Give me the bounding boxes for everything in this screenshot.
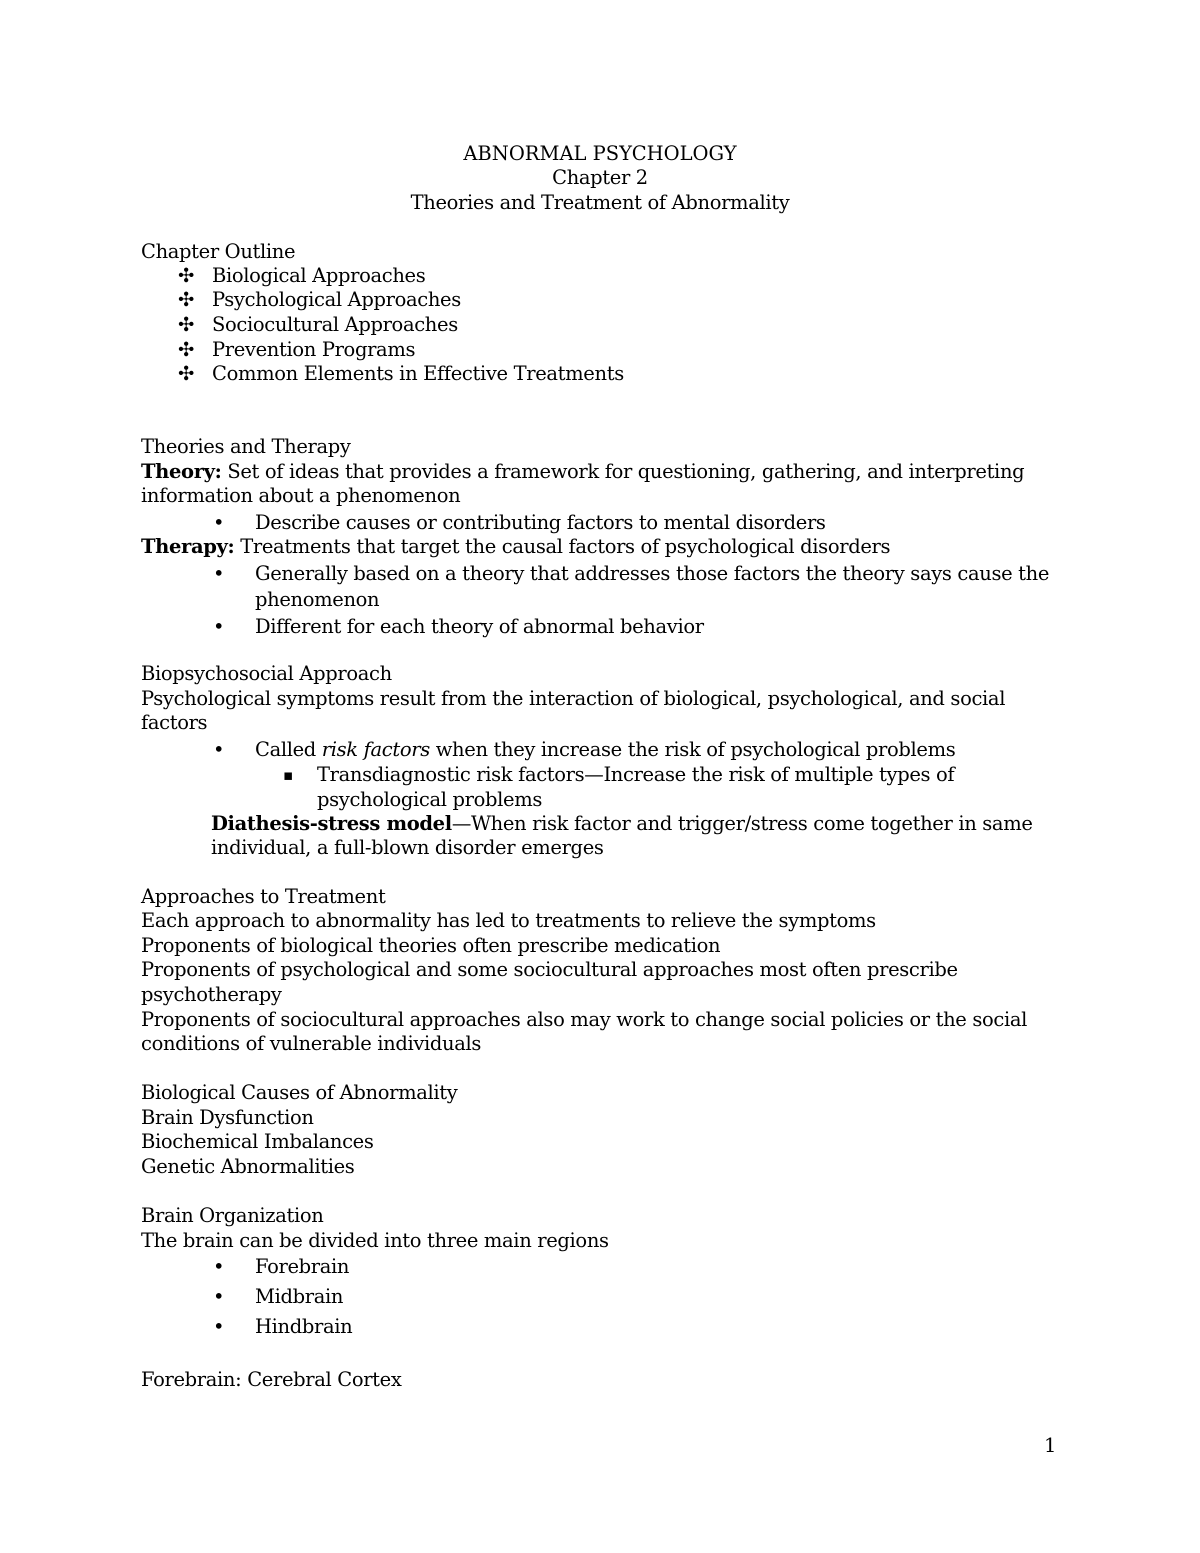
therapy-definition-text: Treatments that target the causal factors of psychological disorders — [234, 535, 891, 558]
risk-factors-post: when they increase the risk of psychological problems — [429, 738, 956, 761]
therapy-bullet: Different for each theory of abnormal behavior — [255, 615, 704, 638]
biopsychosocial-text: Psychological symptoms result from the interaction of biological, psychological, and social — [141, 687, 1006, 710]
document-title: ABNORMAL PSYCHOLOGY — [463, 142, 737, 165]
outline-item: Biological Approaches — [212, 264, 426, 287]
bullet-icon: • — [213, 738, 225, 761]
therapy-definition — [141, 535, 890, 559]
outline-heading: Chapter Outline — [141, 240, 296, 263]
square-bullet-icon: ▪ — [283, 766, 294, 784]
therapy-term: Therapy: — [141, 535, 235, 558]
risk-factors-term: risk factors — [321, 738, 430, 761]
transdiagnostic-bullet: Transdiagnostic risk factors—Increase the risk of multiple types of — [317, 763, 955, 786]
outline-bullet-icon: ✣ — [178, 313, 195, 336]
section-heading-treatment: Approaches to Treatment — [141, 885, 386, 908]
biopsychosocial-text-continued: factors — [141, 711, 208, 734]
treatment-line: psychotherapy — [141, 983, 282, 1006]
theory-bullet: Describe causes or contributing factors to mental disorders — [255, 511, 826, 534]
brain-region: Forebrain — [255, 1255, 350, 1278]
treatment-line: Proponents of biological theories often prescribe medication — [141, 934, 721, 957]
theory-definition-text: Set of ideas that provides a framework for questioning, gathering, and interpreting — [221, 460, 1025, 483]
bullet-icon: • — [213, 511, 225, 534]
diathesis-stress-continued: individual, a full-blown disorder emerges — [211, 836, 604, 859]
treatment-line: Proponents of psychological and some sociocultural approaches most often prescribe — [141, 958, 958, 981]
brain-region: Midbrain — [255, 1285, 344, 1308]
section-heading-brain: Brain Organization — [141, 1204, 324, 1227]
chapter-label: Chapter 2 — [552, 166, 648, 189]
bullet-icon: • — [213, 562, 225, 585]
brain-text: The brain can be divided into three main regions — [141, 1229, 609, 1252]
transdiagnostic-bullet-continued: psychological problems — [317, 788, 543, 811]
biological-line: Brain Dysfunction — [141, 1106, 314, 1129]
outline-item: Sociocultural Approaches — [212, 313, 458, 336]
theory-definition — [141, 460, 1024, 484]
outline-item: Psychological Approaches — [212, 288, 461, 311]
therapy-bullet: Generally based on a theory that addresses those factors the theory says cause the — [255, 562, 1050, 585]
outline-item: Common Elements in Effective Treatments — [212, 362, 624, 385]
section-heading-biological: Biological Causes of Abnormality — [141, 1081, 458, 1104]
section-heading-forebrain: Forebrain: Cerebral Cortex — [141, 1368, 402, 1391]
bullet-icon: • — [213, 1315, 225, 1338]
risk-factors-pre: Called — [255, 738, 322, 761]
treatment-line: Each approach to abnormality has led to treatments to relieve the symptoms — [141, 909, 876, 932]
brain-region: Hindbrain — [255, 1315, 353, 1338]
diathesis-stress-text — [211, 812, 1033, 836]
therapy-bullet-continued: phenomenon — [255, 588, 380, 611]
section-heading-biopsychosocial: Biopsychosocial Approach — [141, 662, 392, 685]
bullet-icon: • — [213, 1255, 225, 1278]
chapter-subtitle: Theories and Treatment of Abnormality — [410, 191, 790, 214]
treatment-line: conditions of vulnerable individuals — [141, 1032, 482, 1055]
diathesis-stress-definition: —When risk factor and trigger/stress come together in same — [451, 812, 1033, 835]
biological-line: Genetic Abnormalities — [141, 1155, 355, 1178]
page-number: 1 — [1044, 1434, 1057, 1457]
risk-factors-bullet — [255, 738, 955, 762]
outline-bullet-icon: ✣ — [178, 264, 195, 287]
theory-definition-continued: information about a phenomenon — [141, 484, 461, 507]
outline-bullet-icon: ✣ — [178, 338, 195, 361]
treatment-line: Proponents of sociocultural approaches also may work to change social policies or the social — [141, 1008, 1027, 1031]
section-heading-theories: Theories and Therapy — [141, 435, 351, 458]
outline-bullet-icon: ✣ — [178, 362, 195, 385]
outline-item: Prevention Programs — [212, 338, 416, 361]
bullet-icon: • — [213, 1285, 225, 1308]
theory-term: Theory: — [141, 460, 222, 483]
outline-bullet-icon: ✣ — [178, 288, 195, 311]
biological-line: Biochemical Imbalances — [141, 1130, 374, 1153]
bullet-icon: • — [213, 615, 225, 638]
diathesis-stress-term: Diathesis-stress model — [211, 812, 452, 835]
